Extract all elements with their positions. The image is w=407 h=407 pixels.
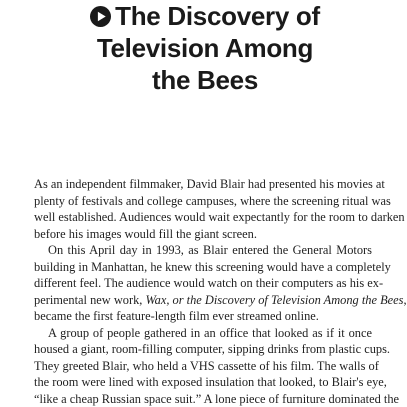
text-line: As an independent filmmaker, David Blair had presented his movies at: [34, 176, 372, 193]
text-line: A group of people gathered in an office that looked as if it once: [34, 325, 372, 342]
paragraph-1: [34, 176, 372, 242]
text-line: before his images would fill the giant screen.: [34, 226, 372, 243]
text-line: became the first feature-length film ever streamed online.: [34, 308, 372, 325]
chapter-title-line-1: [40, 0, 370, 32]
paragraph-3: [34, 325, 372, 407]
text-line: “like a cheap Russian space suit.” A lone piece of furniture dominated the: [34, 391, 372, 407]
chapter-title-text-1: The Discovery of: [115, 1, 320, 31]
chapter-title: [40, 0, 370, 96]
chapter-title-line-2: Television Among: [40, 32, 370, 64]
text-fragment: ,: [403, 293, 406, 307]
text-line: housed a giant, room-filling computer, sipping drinks from plastic cups.: [34, 341, 372, 358]
text-line: building in Manhattan, he knew this screening would have a completely: [34, 259, 372, 276]
paragraph-2: [34, 242, 372, 325]
text-line: plenty of festivals and college campuses, where the screening ritual was: [34, 193, 372, 210]
text-line-with-film-title: [34, 292, 372, 309]
text-fragment: perimental new work,: [34, 293, 145, 307]
play-circle-icon: [90, 6, 111, 27]
chapter-title-line-3: the Bees: [40, 64, 370, 96]
film-title: Wax, or the Discovery of Television Among the Bees: [145, 293, 403, 307]
text-line: the room were lined with exposed insulation that looked, to Blair's eye,: [34, 374, 372, 391]
text-line: well established. Audiences would wait expectantly for the room to darken: [34, 209, 372, 226]
text-line: On this April day in 1993, as Blair entered the General Motors: [34, 242, 372, 259]
text-line: different feel. The audience would watch on their computers as his ex-: [34, 275, 372, 292]
text-line: They greeted Blair, who held a VHS cassette of his film. The walls of: [34, 358, 372, 375]
body-text: [34, 176, 372, 407]
